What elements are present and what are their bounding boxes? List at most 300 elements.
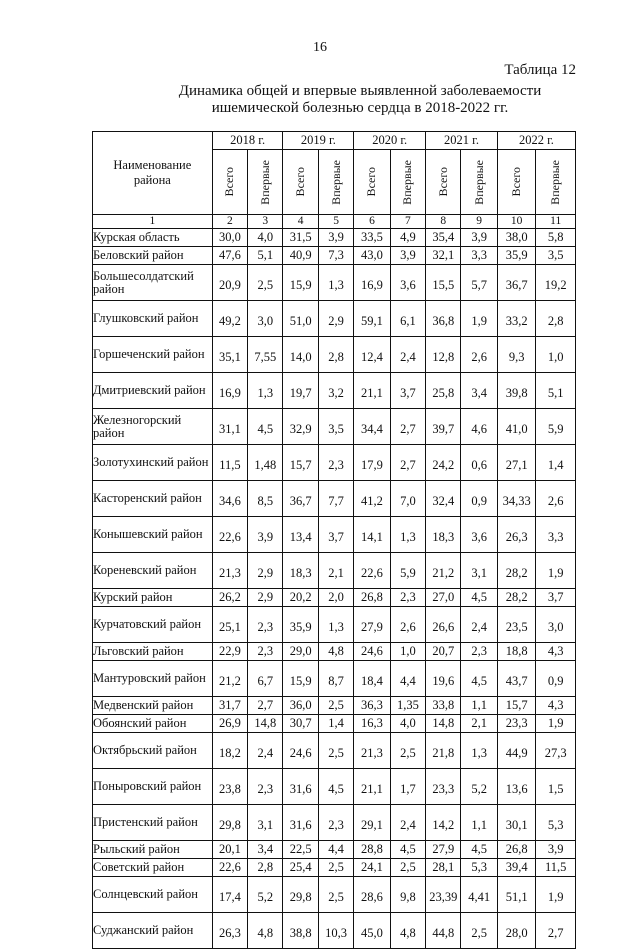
- column-number: 5: [318, 215, 353, 229]
- value-total: 20,9: [212, 265, 247, 301]
- value-new: 1,9: [536, 877, 576, 913]
- district-name: Октябрьский район: [93, 733, 213, 769]
- value-total: 38,0: [497, 229, 536, 247]
- district-name: Суджанский район: [93, 913, 213, 949]
- value-new: 1,4: [536, 445, 576, 481]
- value-new: 5,2: [461, 769, 497, 805]
- table-row: [93, 265, 576, 301]
- value-new: 3,9: [248, 517, 283, 553]
- value-new: 2,7: [390, 445, 425, 481]
- value-total: 27,9: [354, 607, 390, 643]
- value-new: 1,9: [461, 301, 497, 337]
- value-new: 1,3: [390, 517, 425, 553]
- district-name: Касторенский район: [93, 481, 213, 517]
- value-total: 51,0: [283, 301, 318, 337]
- value-new: 8,7: [318, 661, 353, 697]
- table-row: [93, 607, 576, 643]
- column-number: 2: [212, 215, 247, 229]
- district-name: Курчатовский район: [93, 607, 213, 643]
- value-total: 39,4: [497, 859, 536, 877]
- table-row: [93, 589, 576, 607]
- subheader-label: Всего: [364, 167, 379, 197]
- value-new: 1,7: [390, 769, 425, 805]
- district-name: Глушковский район: [93, 301, 213, 337]
- subheader-new: [536, 150, 576, 215]
- value-total: 36,0: [283, 697, 318, 715]
- value-total: 45,0: [354, 913, 390, 949]
- table-row: [93, 913, 576, 949]
- district-name: Беловский район: [93, 247, 213, 265]
- value-new: 2,5: [248, 265, 283, 301]
- district-name: Курский район: [93, 589, 213, 607]
- value-total: 15,9: [283, 661, 318, 697]
- table-row: [93, 643, 576, 661]
- value-new: 2,4: [248, 733, 283, 769]
- value-total: 27,1: [497, 445, 536, 481]
- value-new: 4,3: [536, 643, 576, 661]
- value-new: 5,8: [536, 229, 576, 247]
- value-total: 16,9: [212, 373, 247, 409]
- value-total: 28,0: [497, 913, 536, 949]
- value-total: 21,3: [354, 733, 390, 769]
- value-total: 18,8: [497, 643, 536, 661]
- district-name: Дмитриевский район: [93, 373, 213, 409]
- value-total: 23,3: [497, 715, 536, 733]
- value-total: 38,8: [283, 913, 318, 949]
- value-new: 3,7: [390, 373, 425, 409]
- subheader-label: Всего: [509, 167, 524, 197]
- value-total: 21,2: [212, 661, 247, 697]
- value-new: 4,8: [318, 643, 353, 661]
- value-total: 25,4: [283, 859, 318, 877]
- value-new: 2,4: [390, 805, 425, 841]
- table-row: [93, 697, 576, 715]
- value-total: 31,6: [283, 805, 318, 841]
- value-new: 8,5: [248, 481, 283, 517]
- district-name: Солнцевский район: [93, 877, 213, 913]
- value-new: 5,9: [536, 409, 576, 445]
- value-new: 4,5: [318, 769, 353, 805]
- value-new: 4,41: [461, 877, 497, 913]
- title-line-1: Динамика общей и впервые выявленной заболеваемости: [178, 83, 542, 99]
- value-total: 49,2: [212, 301, 247, 337]
- value-total: 26,3: [497, 517, 536, 553]
- value-new: 4,5: [461, 841, 497, 859]
- value-new: 4,5: [461, 589, 497, 607]
- value-new: 1,0: [390, 643, 425, 661]
- value-total: 24,1: [354, 859, 390, 877]
- value-new: 2,7: [248, 697, 283, 715]
- value-total: 12,4: [354, 337, 390, 373]
- table-label: Таблица 12: [504, 62, 576, 78]
- value-new: 4,6: [461, 409, 497, 445]
- value-total: 31,6: [283, 769, 318, 805]
- value-new: 3,1: [248, 805, 283, 841]
- value-new: 1,3: [248, 373, 283, 409]
- value-total: 22,6: [212, 859, 247, 877]
- value-total: 23,39: [426, 877, 461, 913]
- value-new: 19,2: [536, 265, 576, 301]
- value-new: 2,3: [248, 607, 283, 643]
- table-row: [93, 841, 576, 859]
- subheader-new: [248, 150, 283, 215]
- value-new: 0,9: [461, 481, 497, 517]
- district-name: Рыльский район: [93, 841, 213, 859]
- value-total: 22,6: [354, 553, 390, 589]
- value-total: 27,0: [426, 589, 461, 607]
- value-total: 19,7: [283, 373, 318, 409]
- value-new: 7,0: [390, 481, 425, 517]
- column-number: 1: [93, 215, 213, 229]
- value-total: 31,1: [212, 409, 247, 445]
- value-new: 1,48: [248, 445, 283, 481]
- subheader-total: [426, 150, 461, 215]
- title-line-2: ишемической болезнью сердца в 2018-2022 гг.: [211, 100, 509, 116]
- value-new: 5,1: [248, 247, 283, 265]
- value-total: 22,9: [212, 643, 247, 661]
- value-new: 3,5: [536, 247, 576, 265]
- value-total: 30,0: [212, 229, 247, 247]
- value-total: 59,1: [354, 301, 390, 337]
- table-row: [93, 445, 576, 481]
- district-name: Поныровский район: [93, 769, 213, 805]
- value-new: 1,1: [461, 805, 497, 841]
- value-total: 34,6: [212, 481, 247, 517]
- value-total: 30,7: [283, 715, 318, 733]
- value-total: 23,8: [212, 769, 247, 805]
- subheader-total: [497, 150, 536, 215]
- value-total: 47,6: [212, 247, 247, 265]
- value-total: 24,2: [426, 445, 461, 481]
- value-total: 15,5: [426, 265, 461, 301]
- table-row: [93, 877, 576, 913]
- value-total: 13,6: [497, 769, 536, 805]
- value-new: 1,9: [536, 553, 576, 589]
- value-new: 2,5: [390, 859, 425, 877]
- value-total: 39,8: [497, 373, 536, 409]
- district-name: Льговский район: [93, 643, 213, 661]
- value-total: 34,33: [497, 481, 536, 517]
- value-total: 36,7: [283, 481, 318, 517]
- column-number: 11: [536, 215, 576, 229]
- value-total: 11,5: [212, 445, 247, 481]
- value-total: 18,2: [212, 733, 247, 769]
- value-new: 4,0: [248, 229, 283, 247]
- column-number: 7: [390, 215, 425, 229]
- value-new: 2,8: [248, 859, 283, 877]
- value-total: 30,1: [497, 805, 536, 841]
- value-total: 35,1: [212, 337, 247, 373]
- value-total: 32,4: [426, 481, 461, 517]
- value-new: 4,9: [390, 229, 425, 247]
- value-new: 3,6: [390, 265, 425, 301]
- value-new: 2,3: [461, 643, 497, 661]
- district-name: Пристенский район: [93, 805, 213, 841]
- value-total: 35,9: [497, 247, 536, 265]
- value-new: 2,5: [318, 697, 353, 715]
- value-total: 41,0: [497, 409, 536, 445]
- value-total: 28,2: [497, 589, 536, 607]
- value-total: 41,2: [354, 481, 390, 517]
- table-row: [93, 247, 576, 265]
- table-title: [150, 83, 570, 117]
- value-new: 3,9: [536, 841, 576, 859]
- column-number: 8: [426, 215, 461, 229]
- value-new: 4,4: [318, 841, 353, 859]
- value-new: 7,3: [318, 247, 353, 265]
- district-name: Железногорский район: [93, 409, 213, 445]
- value-total: 22,6: [212, 517, 247, 553]
- value-total: 44,8: [426, 913, 461, 949]
- value-new: 2,3: [318, 805, 353, 841]
- value-new: 3,9: [390, 247, 425, 265]
- value-total: 19,6: [426, 661, 461, 697]
- column-header-district-line-2: района: [133, 173, 171, 187]
- district-name: Большесолдатский район: [93, 265, 213, 301]
- value-new: 2,1: [461, 715, 497, 733]
- value-total: 25,8: [426, 373, 461, 409]
- district-name: Обоянский район: [93, 715, 213, 733]
- value-new: 2,0: [318, 589, 353, 607]
- value-total: 33,2: [497, 301, 536, 337]
- value-new: 4,3: [536, 697, 576, 715]
- column-number: 6: [354, 215, 390, 229]
- value-total: 20,7: [426, 643, 461, 661]
- value-total: 18,3: [283, 553, 318, 589]
- value-new: 3,1: [461, 553, 497, 589]
- value-total: 40,9: [283, 247, 318, 265]
- value-total: 36,8: [426, 301, 461, 337]
- value-new: 2,9: [248, 553, 283, 589]
- value-new: 2,4: [390, 337, 425, 373]
- value-total: 17,4: [212, 877, 247, 913]
- value-new: 11,5: [536, 859, 576, 877]
- value-total: 21,1: [354, 373, 390, 409]
- value-total: 9,3: [497, 337, 536, 373]
- value-total: 28,1: [426, 859, 461, 877]
- value-total: 29,8: [212, 805, 247, 841]
- value-new: 3,2: [318, 373, 353, 409]
- value-new: 3,9: [318, 229, 353, 247]
- subheader-label: Впервые: [257, 159, 272, 205]
- value-total: 14,8: [426, 715, 461, 733]
- value-total: 25,1: [212, 607, 247, 643]
- value-new: 3,6: [461, 517, 497, 553]
- value-new: 4,8: [248, 913, 283, 949]
- column-number: 4: [283, 215, 318, 229]
- value-total: 26,6: [426, 607, 461, 643]
- value-total: 33,8: [426, 697, 461, 715]
- value-total: 33,5: [354, 229, 390, 247]
- value-new: 2,5: [461, 913, 497, 949]
- value-total: 31,7: [212, 697, 247, 715]
- morbidity-table: [92, 131, 576, 949]
- value-new: 1,0: [536, 337, 576, 373]
- value-new: 2,5: [318, 859, 353, 877]
- year-header-2021: 2021 г.: [426, 132, 498, 150]
- value-total: 35,4: [426, 229, 461, 247]
- value-total: 14,0: [283, 337, 318, 373]
- year-header-2018: 2018 г.: [212, 132, 283, 150]
- value-new: 14,8: [248, 715, 283, 733]
- value-total: 44,9: [497, 733, 536, 769]
- value-total: 21,8: [426, 733, 461, 769]
- value-total: 15,7: [497, 697, 536, 715]
- subheader-new: [461, 150, 497, 215]
- value-total: 12,8: [426, 337, 461, 373]
- value-new: 5,9: [390, 553, 425, 589]
- value-total: 21,3: [212, 553, 247, 589]
- value-total: 39,7: [426, 409, 461, 445]
- value-new: 3,3: [536, 517, 576, 553]
- value-total: 36,7: [497, 265, 536, 301]
- value-new: 4,5: [390, 841, 425, 859]
- table-row: [93, 229, 576, 247]
- value-new: 1,3: [318, 265, 353, 301]
- district-name: Медвенский район: [93, 697, 213, 715]
- subheader-label: Впервые: [400, 159, 415, 205]
- value-new: 2,5: [318, 877, 353, 913]
- value-new: 3,7: [318, 517, 353, 553]
- column-number: 9: [461, 215, 497, 229]
- subheader-total: [212, 150, 247, 215]
- value-new: 2,9: [248, 589, 283, 607]
- district-name: Горшеченский район: [93, 337, 213, 373]
- value-total: 26,8: [354, 589, 390, 607]
- value-total: 24,6: [283, 733, 318, 769]
- value-new: 4,8: [390, 913, 425, 949]
- district-name: Советский район: [93, 859, 213, 877]
- value-total: 32,1: [426, 247, 461, 265]
- value-new: 2,7: [390, 409, 425, 445]
- value-new: 5,7: [461, 265, 497, 301]
- value-new: 2,8: [536, 301, 576, 337]
- value-total: 26,2: [212, 589, 247, 607]
- value-new: 4,5: [248, 409, 283, 445]
- value-new: 1,3: [461, 733, 497, 769]
- value-total: 26,9: [212, 715, 247, 733]
- value-new: 1,35: [390, 697, 425, 715]
- value-total: 13,4: [283, 517, 318, 553]
- value-total: 20,1: [212, 841, 247, 859]
- value-total: 31,5: [283, 229, 318, 247]
- value-new: 3,4: [248, 841, 283, 859]
- value-new: 5,3: [461, 859, 497, 877]
- value-new: 1,5: [536, 769, 576, 805]
- table-row: [93, 733, 576, 769]
- value-total: 28,8: [354, 841, 390, 859]
- district-name: Конышевский район: [93, 517, 213, 553]
- value-total: 26,3: [212, 913, 247, 949]
- value-total: 29,8: [283, 877, 318, 913]
- value-new: 4,5: [461, 661, 497, 697]
- value-new: 6,1: [390, 301, 425, 337]
- value-total: 14,2: [426, 805, 461, 841]
- value-new: 7,55: [248, 337, 283, 373]
- value-new: 1,4: [318, 715, 353, 733]
- value-new: 2,6: [390, 607, 425, 643]
- value-total: 23,3: [426, 769, 461, 805]
- subheader-label: Всего: [293, 167, 308, 197]
- table-row: [93, 517, 576, 553]
- district-name: Мантуровский район: [93, 661, 213, 697]
- subheader-label: Впервые: [548, 159, 563, 205]
- value-total: 51,1: [497, 877, 536, 913]
- value-total: 43,0: [354, 247, 390, 265]
- value-new: 3,5: [318, 409, 353, 445]
- value-new: 9,8: [390, 877, 425, 913]
- subheader-label: Впервые: [328, 159, 343, 205]
- year-header-2020: 2020 г.: [354, 132, 426, 150]
- value-new: 5,1: [536, 373, 576, 409]
- value-new: 3,0: [248, 301, 283, 337]
- table-row: [93, 805, 576, 841]
- value-total: 28,2: [497, 553, 536, 589]
- value-new: 2,5: [318, 733, 353, 769]
- value-total: 27,9: [426, 841, 461, 859]
- value-new: 4,0: [390, 715, 425, 733]
- value-new: 2,1: [318, 553, 353, 589]
- table-row: [93, 337, 576, 373]
- subheader-label: Всего: [222, 167, 237, 197]
- value-new: 5,2: [248, 877, 283, 913]
- value-total: 18,3: [426, 517, 461, 553]
- subheader-total: [283, 150, 318, 215]
- value-new: 4,4: [390, 661, 425, 697]
- value-new: 3,9: [461, 229, 497, 247]
- page-number: 16: [313, 40, 327, 55]
- value-total: 24,6: [354, 643, 390, 661]
- value-total: 26,8: [497, 841, 536, 859]
- year-header-2019: 2019 г.: [283, 132, 354, 150]
- district-name: Золотухинский район: [93, 445, 213, 481]
- value-new: 2,6: [461, 337, 497, 373]
- value-new: 5,3: [536, 805, 576, 841]
- value-total: 15,7: [283, 445, 318, 481]
- year-header-2022: 2022 г.: [497, 132, 575, 150]
- value-new: 1,1: [461, 697, 497, 715]
- table-row: [93, 481, 576, 517]
- value-new: 2,7: [536, 913, 576, 949]
- value-total: 14,1: [354, 517, 390, 553]
- table-row: [93, 715, 576, 733]
- value-new: 2,3: [318, 445, 353, 481]
- table-row: [93, 301, 576, 337]
- table-row: [93, 661, 576, 697]
- subheader-label: Всего: [435, 167, 450, 197]
- table-row: [93, 769, 576, 805]
- subheader-new: [318, 150, 353, 215]
- table-row: [93, 409, 576, 445]
- value-total: 32,9: [283, 409, 318, 445]
- value-total: 34,4: [354, 409, 390, 445]
- subheader-new: [390, 150, 425, 215]
- value-new: 7,7: [318, 481, 353, 517]
- value-new: 2,3: [248, 643, 283, 661]
- value-new: 1,9: [536, 715, 576, 733]
- column-number: 3: [248, 215, 283, 229]
- value-new: 2,3: [390, 589, 425, 607]
- value-new: 2,3: [248, 769, 283, 805]
- value-total: 17,9: [354, 445, 390, 481]
- value-new: 27,3: [536, 733, 576, 769]
- value-total: 43,7: [497, 661, 536, 697]
- subheader-total: [354, 150, 390, 215]
- value-new: 3,4: [461, 373, 497, 409]
- value-new: 0,6: [461, 445, 497, 481]
- value-new: 3,3: [461, 247, 497, 265]
- value-total: 20,2: [283, 589, 318, 607]
